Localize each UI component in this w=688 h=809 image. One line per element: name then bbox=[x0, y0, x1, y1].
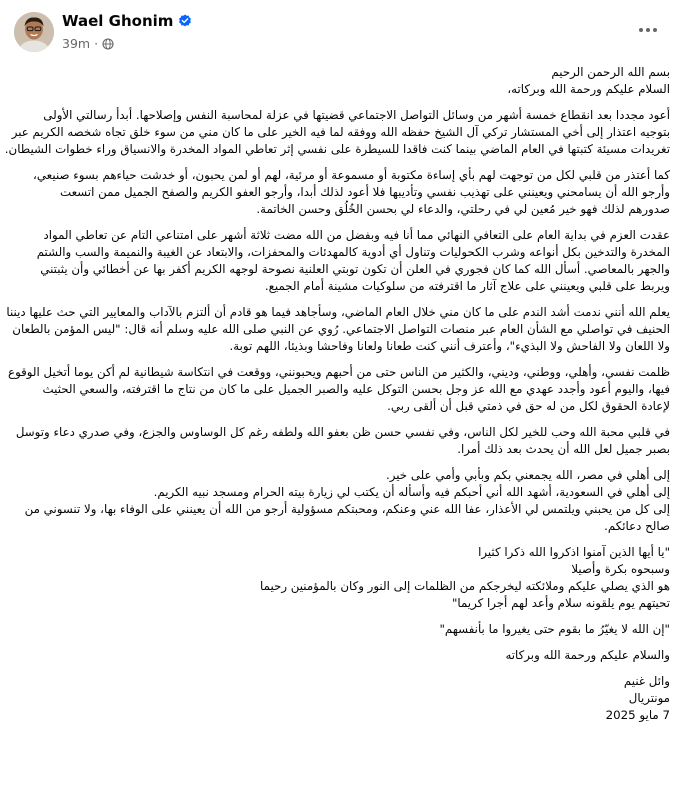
post-text-line: والسلام عليكم ورحمة الله وبركاته bbox=[505, 648, 670, 662]
more-options-button[interactable] bbox=[632, 14, 664, 46]
post-text-line: "يا أيها الذين آمنوا اذكروا الله ذكرا كثيرا bbox=[478, 545, 670, 559]
post-text-line: صالح دعائكم. bbox=[604, 519, 670, 533]
author-name[interactable]: Wael Ghonim bbox=[62, 12, 174, 30]
post-meta bbox=[62, 36, 114, 51]
post-text-line: إلى كل من يحبني ويلتمس لي الأعذار، عفا الله عني وعنكم، ومحبتكم مسؤولية أرجو من الله أن يعينني على الوفاء بها، ولا تنسوني من bbox=[24, 502, 670, 516]
post-text-line: أعود مجددا بعد انقطاع خمسة أشهر من وسائل التواصل الاجتماعي قضيتها في عزلة لمحاسبة النفس وإصلاحها. أبدأ رسالتي الأولى bbox=[43, 108, 670, 122]
post-text-line: يعلم الله أنني ندمت أشد الندم على ما كان مني خلال العام الماضي، وسأجاهد فيما هو قادم أن ألتزم بالآداب والمعايير التي حث عليها ديننا bbox=[6, 305, 670, 319]
post-text-line: إلى أهلي في مصر، الله يجمعني بكم وبأبي وأمي على خير. bbox=[385, 468, 670, 482]
post-paragraph bbox=[14, 673, 670, 724]
post-text-line: تحيتهم يوم يلقونه سلام وأعد لهم أجرا كريما" bbox=[451, 596, 670, 610]
post-paragraph bbox=[14, 424, 670, 458]
post-paragraph bbox=[14, 467, 670, 535]
post-text-line: السلام عليكم ورحمة الله وبركاته، bbox=[507, 82, 670, 96]
post-text-line: ظلمت نفسي، وأهلي، ووطني، وديني، والكثير من الناس حتى من أحبهم ويحبونني، ووقعت في انتكاسة شيطانية لم أكن يوما أتخيل الوقوع bbox=[8, 365, 670, 379]
post-text-line: وأرجو الله أن يسامحني ويعينني على تهذيب نفسي وتأديبها فلا أعود لذلك أبدا، وأرجو العفو الكريم والصفح الجميل ممن اتسعت bbox=[59, 185, 670, 199]
post-timestamp[interactable]: 39m bbox=[62, 36, 91, 51]
post-text-line: والجهر بالمعاصي. أسأل الله كما كان فجوري في العلن أن تكون توبتي العلنية نصوحة لوجهه الكريم أكفر بها عن أخطائي وأن يثبتني bbox=[40, 262, 670, 276]
post-paragraph bbox=[14, 64, 670, 98]
post-text-line: 7 مايو 2025 bbox=[605, 708, 670, 722]
post-text-line: ويربط على قلبي ويعينني على علاج آثار ما اقترفته من سلوكيات مشينة أمام الجميع. bbox=[264, 279, 670, 293]
avatar-image bbox=[14, 12, 54, 52]
post-text-line: لإعادة الحقوق لكل من له حق في ذمتي قبل أن ألقى ربي. bbox=[387, 399, 670, 413]
post-header bbox=[0, 0, 688, 68]
post-paragraph bbox=[14, 621, 670, 638]
post-text-line: وائل غنيم bbox=[623, 674, 670, 688]
meta-separator: · bbox=[94, 36, 99, 51]
more-options-icon bbox=[638, 27, 658, 33]
post-text-line: بتوجيه اعتذار إلى أخي المستشار تركي آل الشيخ حفظه الله ووفقه لما فيه الخير على ما كان مني من سوء خلق تجاه شخصه الكريم عبر bbox=[11, 125, 670, 139]
post-body bbox=[4, 64, 670, 809]
post-text-line: بصبر جميل لعل الله أن يحدث بعد ذلك أمرا. bbox=[457, 442, 670, 456]
post-text-line: مونتريال bbox=[628, 691, 670, 705]
post-text-line: كما أعتذر من قلبي لكل من توجهت لهم بأي إساءة مكتوبة أو مسموعة أو مرئية، لهم أو لمن يحبون، أو خدشت حياءهم بسوء صنيعي، bbox=[33, 168, 670, 182]
post-text-line: تغريدات مسيئة كتبتها في العام الماضي بينما كنت فاقدا للسيطرة على نفسي إثر تعاطي المواد المخدرة والانسياق وراء خطوات الشيطان. bbox=[4, 142, 670, 156]
author-name-row bbox=[62, 12, 192, 30]
post-text-line: في قلبي محبة الله وحب للخير لكل الناس، وفي نفسي حسن ظن بعفو الله ولطفه رغم كل الوساوس والجزع، وفي صدري دعاء وتوسل bbox=[15, 425, 670, 439]
post-text-line: ولا اللعان ولا الفاحش ولا البذيء"، وأعترف أنني كنت طعانا ولعانا وفاحشا وبذيئا، اللهم توبة. bbox=[229, 339, 670, 353]
post-paragraph bbox=[6, 304, 670, 355]
verified-badge-icon bbox=[178, 14, 192, 28]
post-text-line: إلى أهلي في السعودية، أشهد الله أني أحبكم فيه وأسأله أن يكتب لي زيارة بيته الحرام ومسجد نبيه الكريم. bbox=[153, 485, 670, 499]
globe-icon bbox=[102, 38, 114, 50]
post-text-line: بسم الله الرحمن الرحيم bbox=[551, 65, 670, 79]
post-text-line: عقدت العزم في بداية العام على التعافي النهائي مما أنا فيه وبفضل من الله مضت ثلاثة أشهر على امتناعي التام عن تعاطي المواد bbox=[43, 228, 670, 242]
post-text-line: المخدرة والتدخين بكل أنواعه وشرب الكحوليات وتناول أي أدوية كالمهدئات والمحفزات، والابتعاد عن الغيبة والنميمة والسب والشتم bbox=[36, 245, 670, 259]
post-text-line: فيها، واليوم أعود وأجدد عهدي مع الله عز وجل بحسن التوكل عليه والصبر الجميل على ما كان من نتاج ما اقترفته، والسعي الحثيث bbox=[42, 382, 670, 396]
author-avatar[interactable] bbox=[14, 12, 54, 52]
post-paragraph bbox=[14, 544, 670, 612]
post-text-line: "إن الله لا يغيّرُ ما بقوم حتى يغيروا ما بأنفسهم" bbox=[439, 622, 670, 636]
post-text-line: الحنيف في تواصلي مع الشأن العام عبر منصات التواصل الاجتماعي. رُوي عن النبي صلى الله عليه وسلم أنه قال: "ليس المؤمن بالطعان bbox=[12, 322, 670, 336]
post-text-line: وسبحوه بكرة وأصيلا bbox=[571, 562, 670, 576]
post-paragraph bbox=[4, 107, 670, 158]
post-text-line: هو الذي يصلي عليكم وملائكته ليخرجكم من الظلمات إلى النور وكان بالمؤمنين رحيما bbox=[260, 579, 670, 593]
post-paragraph bbox=[14, 647, 670, 664]
post-paragraph bbox=[8, 364, 670, 415]
post-paragraph bbox=[14, 167, 670, 218]
post-paragraph bbox=[14, 227, 670, 295]
post-text-line: صدورهم لذلك فهو خير مُعين لي في رحلتي، والدعاء لي بحسن الخُلُق وحسن الخاتمة. bbox=[256, 202, 670, 216]
